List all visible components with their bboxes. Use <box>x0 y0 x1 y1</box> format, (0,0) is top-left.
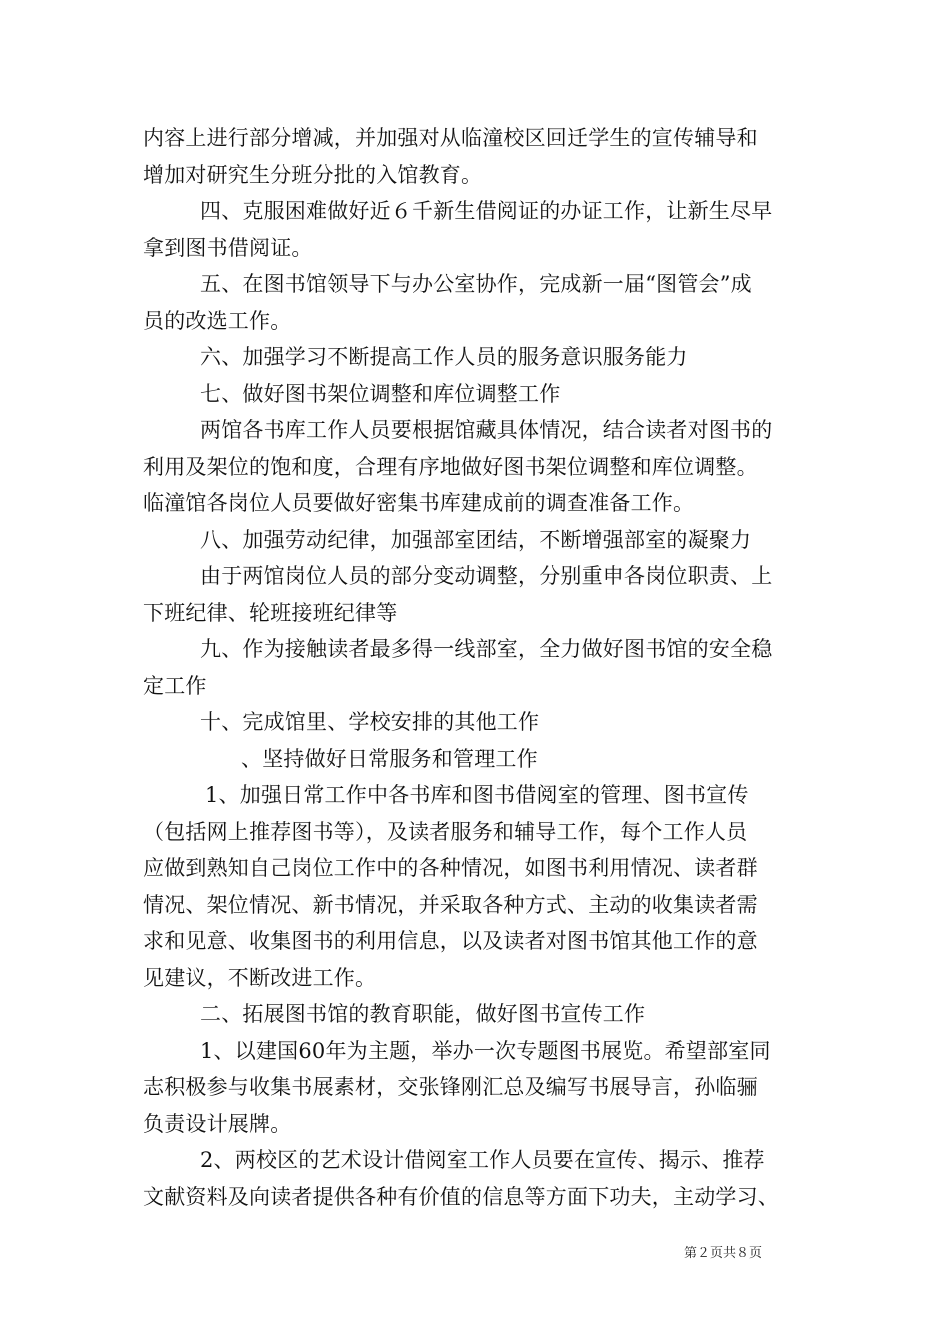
text-line: 由于两馆岗位人员的部分变动调整，分别重申各岗位职责、上 <box>200 564 773 588</box>
page-number-footer: 第２页共８页 <box>684 1246 763 1261</box>
text-line: 两馆各书库工作人员要根据馆藏具体情况，结合读者对图书的 <box>200 418 773 442</box>
text-line: （包括网上推荐图书等），及读者服务和辅导工作，每个工作人员 <box>143 819 748 844</box>
text-line: 六、加强学习不断提高工作人员的服务意识服务能力 <box>200 345 688 369</box>
text-line: 求和见意、收集图书的利用信息，以及读者对图书馆其他工作的意 <box>143 929 758 953</box>
text-line: 志积极参与收集书展素材，交张锋刚汇总及编写书展导言，孙临骊 <box>143 1075 758 1099</box>
text-line: 四、克服困难做好近６千新生借阅证的办证工作，让新生尽早 <box>200 199 773 223</box>
text-line: 七、做好图书架位调整和库位调整工作 <box>200 381 561 406</box>
text-line: 二、拓展图书馆的教育职能，做好图书宣传工作 <box>200 1002 646 1026</box>
text-line: 拿到图书借阅证。 <box>143 235 313 260</box>
text-line: 2、两校区的艺术设计借阅室工作人员要在宣传、揭示、推荐 <box>200 1148 765 1172</box>
text-line: 内容上进行部分增减，并加强对从临潼校区回迁学生的宣传辅导和 <box>143 126 758 150</box>
text-line: 九、作为接触读者最多得一线部室，全力做好图书馆的安全稳 <box>200 637 773 661</box>
text-line: 定工作 <box>143 673 207 698</box>
text-line: 员的改选工作。 <box>143 308 292 333</box>
text-line: 见建议，不断改进工作。 <box>143 965 377 990</box>
text-line: 下班纪律、轮班接班纪律等 <box>143 600 398 625</box>
text-line: 、坚持做好日常服务和管理工作 <box>241 746 538 771</box>
text-line: 情况、架位情况、新书情况，并采取各种方式、主动的收集读者需 <box>143 892 758 917</box>
text-line: 利用及架位的饱和度，合理有序地做好图书架位调整和库位调整。 <box>143 454 758 479</box>
text-line: 五、在图书馆领导下与办公室协作，完成新一届“图管会”成 <box>200 272 752 296</box>
document-body <box>143 120 813 1215</box>
text-line: 十、完成馆里、学校安排的其他工作 <box>200 710 540 734</box>
text-line: 1、加强日常工作中各书库和图书借阅室的管理、图书宣传 <box>205 783 749 807</box>
text-line: 八、加强劳动纪律，加强部室团结，不断增强部室的凝聚力 <box>200 527 752 552</box>
text-line: 增加对研究生分班分批的入馆教育。 <box>143 162 483 187</box>
text-line: 应做到熟知自己岗位工作中的各种情况，如图书利用情况、读者群 <box>143 856 758 880</box>
text-line: 负责设计展牌。 <box>143 1111 292 1136</box>
text-line: 临潼馆各岗位人员要做好密集书库建成前的调查准备工作。 <box>143 491 695 515</box>
text-line: 文献资料及向读者提供各种有价值的信息等方面下功夫，主动学习、 <box>143 1184 779 1209</box>
text-line: 1、以建国60年为主题，举办一次专题图书展览。希望部室同 <box>200 1038 771 1063</box>
